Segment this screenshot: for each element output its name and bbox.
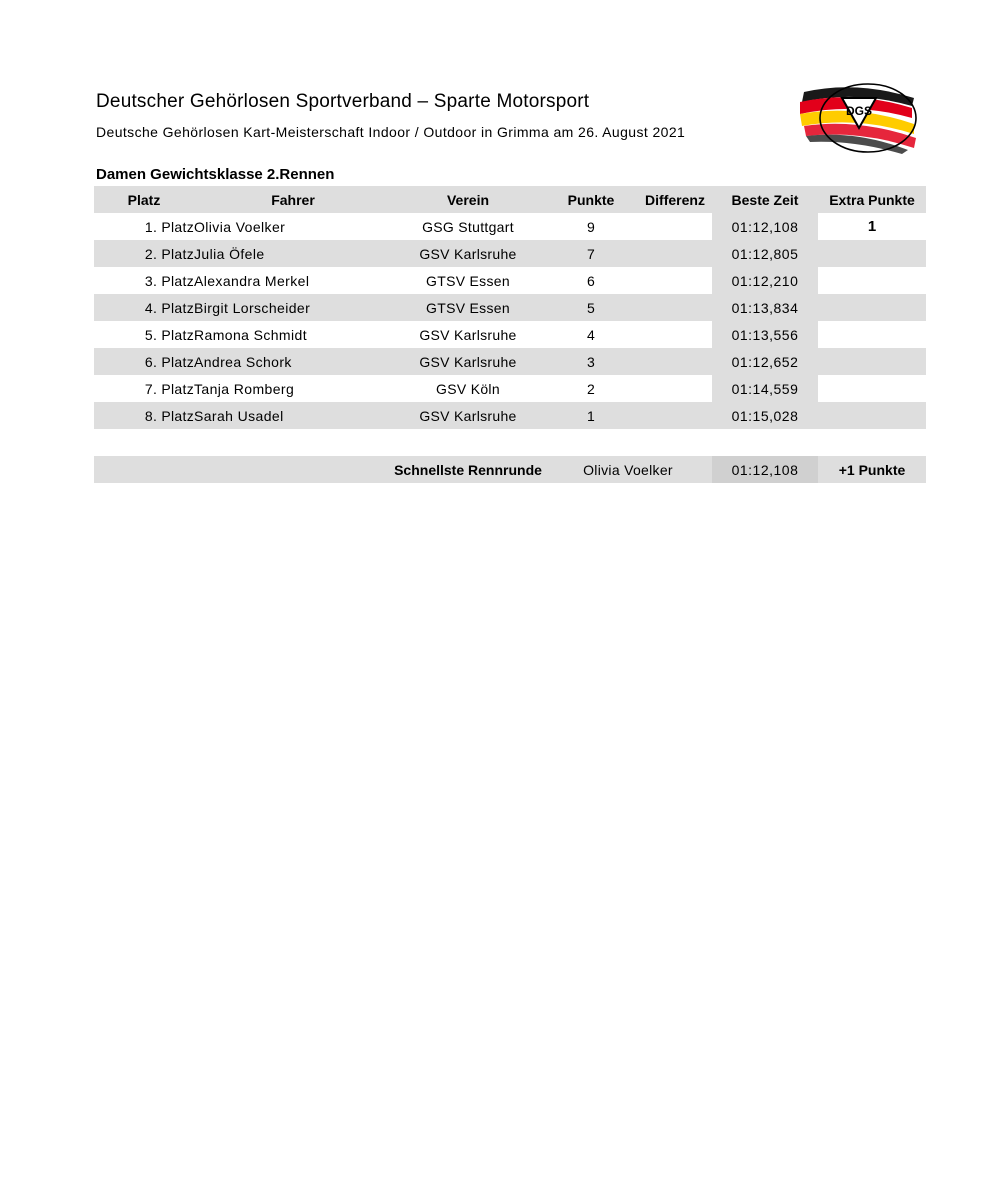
table-row bbox=[94, 213, 926, 240]
cell-punkte: 2 bbox=[586, 380, 596, 397]
table-row bbox=[94, 321, 926, 348]
cell-fahrer: Alexandra Merkel bbox=[194, 272, 310, 289]
cell-extra-punkte bbox=[818, 375, 926, 402]
cell-punkte: 6 bbox=[586, 272, 596, 289]
header-beste-zeit: Beste Zeit bbox=[731, 191, 799, 208]
cell-fahrer: Sarah Usadel bbox=[194, 407, 284, 424]
cell-platz: 7. Platz bbox=[144, 380, 194, 397]
header-differenz: Differenz bbox=[645, 191, 705, 208]
cell-verein: GSV Karlsruhe bbox=[419, 353, 517, 370]
cell-punkte: 9 bbox=[586, 218, 596, 235]
dgs-logo bbox=[796, 78, 920, 158]
cell-beste-zeit: 01:14,559 bbox=[712, 375, 818, 402]
document-subtitle: Deutsche Gehörlosen Kart-Meisterschaft Indoor / Outdoor in Grimma am 26. August 2021 bbox=[96, 124, 686, 140]
cell-fahrer: Andrea Schork bbox=[194, 353, 292, 370]
cell-verein: GTSV Essen bbox=[426, 272, 510, 289]
cell-fahrer: Tanja Romberg bbox=[194, 380, 295, 397]
cell-verein: GSG Stuttgart bbox=[422, 218, 514, 235]
cell-verein: GSV Karlsruhe bbox=[419, 407, 517, 424]
table-row bbox=[94, 348, 926, 375]
header-fahrer: Fahrer bbox=[271, 191, 315, 208]
cell-punkte: 5 bbox=[586, 299, 596, 316]
cell-differenz bbox=[638, 375, 712, 402]
table-header-row bbox=[94, 186, 926, 213]
cell-verein: GSV Köln bbox=[436, 380, 500, 397]
cell-platz: 5. Platz bbox=[144, 326, 194, 343]
fastest-lap-bonus: +1 Punkte bbox=[838, 461, 906, 478]
cell-platz: 8. Platz bbox=[144, 407, 194, 424]
fastest-lap-row bbox=[94, 456, 926, 483]
cell-fahrer: Ramona Schmidt bbox=[194, 326, 307, 343]
fastest-lap-label: Schnellste Rennrunde bbox=[394, 461, 542, 478]
cell-verein: GSV Karlsruhe bbox=[419, 326, 517, 343]
cell-platz: 4. Platz bbox=[144, 299, 194, 316]
spacer-row bbox=[94, 429, 926, 456]
cell-differenz bbox=[638, 402, 712, 429]
cell-differenz bbox=[638, 267, 712, 294]
header-platz: Platz bbox=[127, 191, 161, 208]
cell-differenz bbox=[638, 240, 712, 267]
cell-differenz bbox=[638, 294, 712, 321]
table-row bbox=[94, 240, 926, 267]
cell-platz: 1. Platz bbox=[144, 218, 194, 235]
section-title: Damen Gewichtsklasse 2.Rennen bbox=[96, 166, 335, 183]
cell-fahrer: Julia Öfele bbox=[194, 245, 265, 262]
cell-platz: 6. Platz bbox=[144, 353, 194, 370]
cell-extra-punkte: 1 bbox=[867, 218, 877, 235]
cell-extra-punkte bbox=[818, 294, 926, 321]
table-row bbox=[94, 402, 926, 429]
cell-differenz bbox=[638, 348, 712, 375]
cell-platz: 3. Platz bbox=[144, 272, 194, 289]
cell-beste-zeit: 01:12,108 bbox=[712, 213, 818, 240]
header-punkte: Punkte bbox=[567, 191, 615, 208]
table-row bbox=[94, 375, 926, 402]
cell-fahrer: Olivia Voelker bbox=[194, 218, 286, 235]
cell-punkte: 7 bbox=[586, 245, 596, 262]
fastest-lap-time: 01:12,108 bbox=[712, 456, 818, 483]
cell-punkte: 3 bbox=[586, 353, 596, 370]
fastest-lap-driver: Olivia Voelker bbox=[583, 461, 673, 478]
cell-beste-zeit: 01:15,028 bbox=[712, 402, 818, 429]
cell-beste-zeit: 01:12,210 bbox=[712, 267, 818, 294]
cell-fahrer: Birgit Lorscheider bbox=[194, 299, 311, 316]
table-row bbox=[94, 267, 926, 294]
cell-differenz bbox=[638, 213, 712, 240]
cell-extra-punkte bbox=[818, 402, 926, 429]
cell-verein: GTSV Essen bbox=[426, 299, 510, 316]
cell-beste-zeit: 01:12,805 bbox=[712, 240, 818, 267]
logo-text: DGS bbox=[845, 104, 873, 118]
results-table bbox=[94, 186, 926, 483]
cell-punkte: 4 bbox=[586, 326, 596, 343]
cell-extra-punkte bbox=[818, 348, 926, 375]
cell-extra-punkte bbox=[818, 321, 926, 348]
cell-verein: GSV Karlsruhe bbox=[419, 245, 517, 262]
document-title: Deutscher Gehörlosen Sportverband – Sparte Motorsport bbox=[96, 91, 590, 112]
cell-punkte: 1 bbox=[586, 407, 596, 424]
cell-platz: 2. Platz bbox=[144, 245, 194, 262]
cell-beste-zeit: 01:12,652 bbox=[712, 348, 818, 375]
cell-beste-zeit: 01:13,834 bbox=[712, 294, 818, 321]
cell-differenz bbox=[638, 321, 712, 348]
cell-extra-punkte bbox=[818, 240, 926, 267]
table-row bbox=[94, 294, 926, 321]
header-verein: Verein bbox=[446, 191, 490, 208]
cell-beste-zeit: 01:13,556 bbox=[712, 321, 818, 348]
cell-extra-punkte bbox=[818, 267, 926, 294]
header-extra-punkte: Extra Punkte bbox=[829, 191, 915, 208]
